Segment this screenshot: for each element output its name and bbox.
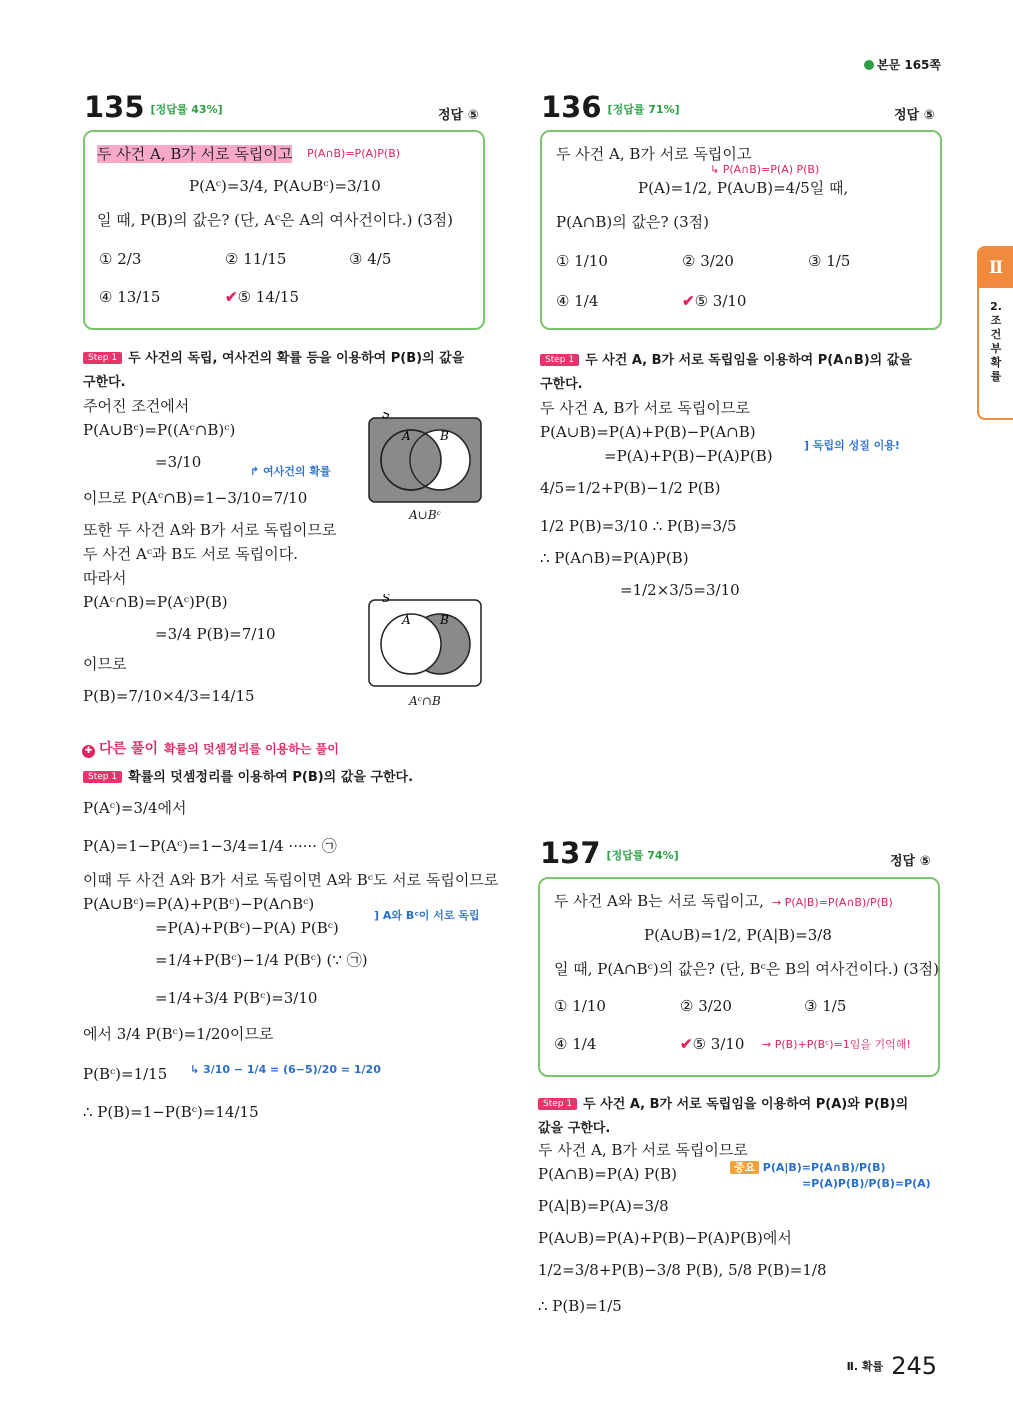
chapter-roman: Ⅱ [979, 248, 1013, 288]
option-5[interactable]: ✔⑤ 3/10 [680, 1035, 745, 1053]
option-2[interactable]: ② 11/15 [225, 250, 287, 268]
correct-rate: [정답률 74%] [606, 849, 679, 862]
option-4[interactable]: ④ 1/4 [556, 292, 599, 310]
alt-line: P(Bᶜ)=1/15 [83, 1065, 168, 1083]
step-1: Step 1 두 사건 A, B가 서로 독립임을 이용하여 P(A)와 P(B)의 값을 구한다. [538, 1097, 909, 1136]
checkmark-icon: ✔ [680, 1035, 693, 1053]
complement-memo: → P(B)+P(Bᶜ)=1임을 기억해! [762, 1038, 911, 1051]
question-text: P(A∩B)의 값은? (3점) [556, 213, 710, 231]
step-badge: Step 1 [538, 1098, 577, 1110]
solution-line: =P(A)+P(B)−P(A)P(B) [604, 447, 773, 465]
venn-label-a: A [402, 613, 411, 627]
option-4[interactable]: ④ 1/4 [554, 1035, 597, 1053]
circle-bullet-icon [864, 60, 874, 70]
condition-note: P(A∩B)=P(A)P(B) [307, 147, 401, 160]
alt-line: ∴ P(B)=1−P(Bᶜ)=14/15 [83, 1103, 259, 1121]
venn-diagram-intersection [368, 594, 482, 708]
solution-line: P(A∪B)=P(A)+P(B)−P(A)P(B)에서 [538, 1229, 792, 1247]
problem-135-header [84, 90, 223, 124]
solution-line: 1/2 P(B)=3/10 ∴ P(B)=3/5 [540, 517, 737, 535]
question-box [540, 130, 942, 330]
solution-line: ∴ P(B)=1/5 [538, 1297, 622, 1315]
option-3[interactable]: ③ 1/5 [808, 252, 851, 270]
option-5[interactable]: ✔⑤ 14/15 [225, 288, 300, 306]
option-2[interactable]: ② 3/20 [682, 252, 734, 270]
problem-number: 137 [540, 836, 601, 870]
venn-caption: Aᶜ∩B [409, 694, 441, 708]
venn-label-a: A [402, 429, 411, 443]
alt-line: 에서 3/4 P(Bᶜ)=1/20이므로 [83, 1025, 274, 1043]
venn-label-s: S [382, 412, 391, 421]
alt-line: =1/4+3/4 P(Bᶜ)=3/10 [155, 989, 318, 1007]
solution-line: 두 사건 A, B가 서로 독립이므로 [538, 1141, 748, 1159]
problem-136-header [541, 90, 680, 124]
option-4[interactable]: ④ 13/15 [99, 288, 161, 306]
option-3[interactable]: ③ 4/5 [349, 250, 392, 268]
correct-rate: [정답률 43%] [150, 103, 223, 116]
alt-solution-title: ✚ 다른 풀이 확률의 덧셈정리를 이용하는 풀이 [82, 738, 339, 758]
alt-line: 이때 두 사건 A와 B가 서로 독립이면 A와 Bᶜ도 서로 독립이므로 [83, 871, 499, 889]
highlighted-condition: 두 사건 A, B가 서로 독립이고 [97, 145, 293, 163]
option-1[interactable]: ① 1/10 [556, 252, 608, 270]
conditional-note: → P(A|B)=P(A∩B)/P(B) [772, 896, 893, 909]
solution-line: 또한 두 사건 A와 B가 서로 독립이므로 [83, 521, 337, 539]
answer-label: 정답 ⑤ [894, 108, 935, 123]
option-1[interactable]: ① 2/3 [99, 250, 142, 268]
star-icon: ✚ [82, 745, 95, 758]
solution-line: P(A∩B)=P(A) P(B) [538, 1165, 678, 1183]
given-probabilities: P(A∪B)=1/2, P(A|B)=3/8 [644, 926, 832, 944]
answer-label: 정답 ⑤ [890, 854, 931, 869]
question-text: 일 때, P(A∩Bᶜ)의 값은? (단, Bᶜ은 B의 여사건이다.) (3점) [554, 960, 939, 978]
solution-line: =3/4 P(B)=7/10 [155, 625, 276, 643]
solution-line: P(B)=7/10×4/3=14/15 [83, 687, 255, 705]
venn-intersection-graphic [368, 594, 482, 690]
alt-line: P(A)=1−P(Aᶜ)=1−3/4=1/4 ······ ㉠ [83, 837, 337, 855]
page-footer [847, 1352, 937, 1380]
venn-caption: A∪Bᶜ [409, 508, 441, 522]
solution-line: 주어진 조건에서 [83, 397, 190, 415]
solution-line: =1/2×3/5=3/10 [620, 581, 740, 599]
important-note: 중요 P(A|B)=P(A∩B)/P(B) =P(A)P(B)/P(B)=P(A) [730, 1160, 931, 1192]
step-badge: Step 1 [83, 771, 122, 783]
solution-line: P(A∪Bᶜ)=P((Aᶜ∩B)ᶜ) [83, 421, 236, 439]
chapter-title: 2.조건부확률 [990, 300, 1002, 383]
footer-section: Ⅱ. 확률 [846, 1360, 884, 1373]
step-badge: Step 1 [83, 352, 122, 364]
question-box [83, 130, 485, 330]
option-2[interactable]: ② 3/20 [680, 997, 732, 1015]
solution-line: 1/2=3/8+P(B)−3/8 P(B), 5/8 P(B)=1/8 [538, 1261, 827, 1279]
answer-label: 정답 ⑤ [438, 108, 479, 123]
fraction-note: ↳ 3/10 − 1/4 = (6−5)/20 = 1/20 [190, 1063, 381, 1076]
step-1: Step 1 두 사건의 독립, 여사건의 확률 등을 이용하여 P(B)의 값을 구한다. [83, 351, 465, 390]
solution-line: 이므로 P(Aᶜ∩B)=1−3/10=7/10 [83, 489, 308, 507]
problem-137-header [540, 836, 679, 870]
independence-note: ] A와 Bᶜ이 서로 독립 [374, 909, 480, 922]
alt-line: =1/4+P(Bᶜ)−1/4 P(Bᶜ) (∵ ㉠) [155, 951, 368, 969]
step-badge: Step 1 [540, 354, 579, 366]
correct-rate: [정답률 71%] [607, 103, 680, 116]
solution-line: 두 사건 A, B가 서로 독립이므로 [540, 399, 750, 417]
option-1[interactable]: ① 1/10 [554, 997, 606, 1015]
given-probabilities: P(Aᶜ)=3/4, P(A∪Bᶜ)=3/10 [189, 177, 381, 195]
option-5[interactable]: ✔⑤ 3/10 [682, 292, 747, 310]
solution-line: P(A|B)=P(A)=3/8 [538, 1197, 669, 1215]
complement-note: ↱ 여사건의 확률 [250, 465, 331, 478]
alt-line: P(Aᶜ)=3/4에서 [83, 799, 187, 817]
alt-line: P(A∪Bᶜ)=P(A)+P(Bᶜ)−P(A∩Bᶜ) [83, 895, 315, 913]
important-badge: 중요 [730, 1161, 759, 1174]
solution-line: 이므로 [83, 655, 127, 673]
question-box [538, 877, 940, 1077]
problem-number: 135 [84, 90, 145, 124]
condition-text: 두 사건 A와 B는 서로 독립이고, [554, 892, 764, 910]
independence-note: ] 독립의 성질 이용! [804, 439, 900, 452]
solution-line: 따라서 [83, 569, 127, 587]
checkmark-icon: ✔ [225, 288, 238, 306]
solution-line: 두 사건 Aᶜ과 B도 서로 독립이다. [83, 545, 299, 563]
venn-diagram-union [368, 412, 482, 522]
solution-line: =3/10 [155, 453, 202, 471]
solution-line: 4/5=1/2+P(B)−1/2 P(B) [540, 479, 721, 497]
alt-line: =P(A)+P(Bᶜ)−P(A) P(Bᶜ) [155, 919, 339, 937]
solution-line: P(A∪B)=P(A)+P(B)−P(A∩B) [540, 423, 756, 441]
venn-label-b: B [440, 613, 449, 627]
step-1: Step 1 두 사건 A, B가 서로 독립임을 이용하여 P(A∩B)의 값을 구한다. [540, 353, 912, 392]
condition-text: 두 사건 A, B가 서로 독립이고 [556, 145, 752, 163]
venn-union-graphic [368, 412, 482, 504]
page-reference: 본문 165쪽 [864, 56, 941, 73]
venn-label-b: B [440, 429, 449, 443]
given-probabilities: P(A)=1/2, P(A∪B)=4/5일 때, [638, 179, 849, 197]
solution-line: ∴ P(A∩B)=P(A)P(B) [540, 549, 689, 567]
alt-step-1: Step 1 확률의 덧셈정리를 이용하여 P(B)의 값을 구한다. [83, 766, 413, 785]
chapter-tab[interactable] [977, 246, 1013, 420]
option-3[interactable]: ③ 1/5 [804, 997, 847, 1015]
question-text: 일 때, P(B)의 값은? (단, Aᶜ은 A의 여사건이다.) (3점) [97, 211, 453, 229]
venn-label-s: S [382, 594, 391, 605]
solution-line: P(Aᶜ∩B)=P(Aᶜ)P(B) [83, 593, 228, 611]
condition-note: ↳ P(A∩B)=P(A) P(B) [710, 163, 820, 176]
problem-number: 136 [541, 90, 602, 124]
checkmark-icon: ✔ [682, 292, 695, 310]
page-number: 245 [891, 1352, 937, 1380]
